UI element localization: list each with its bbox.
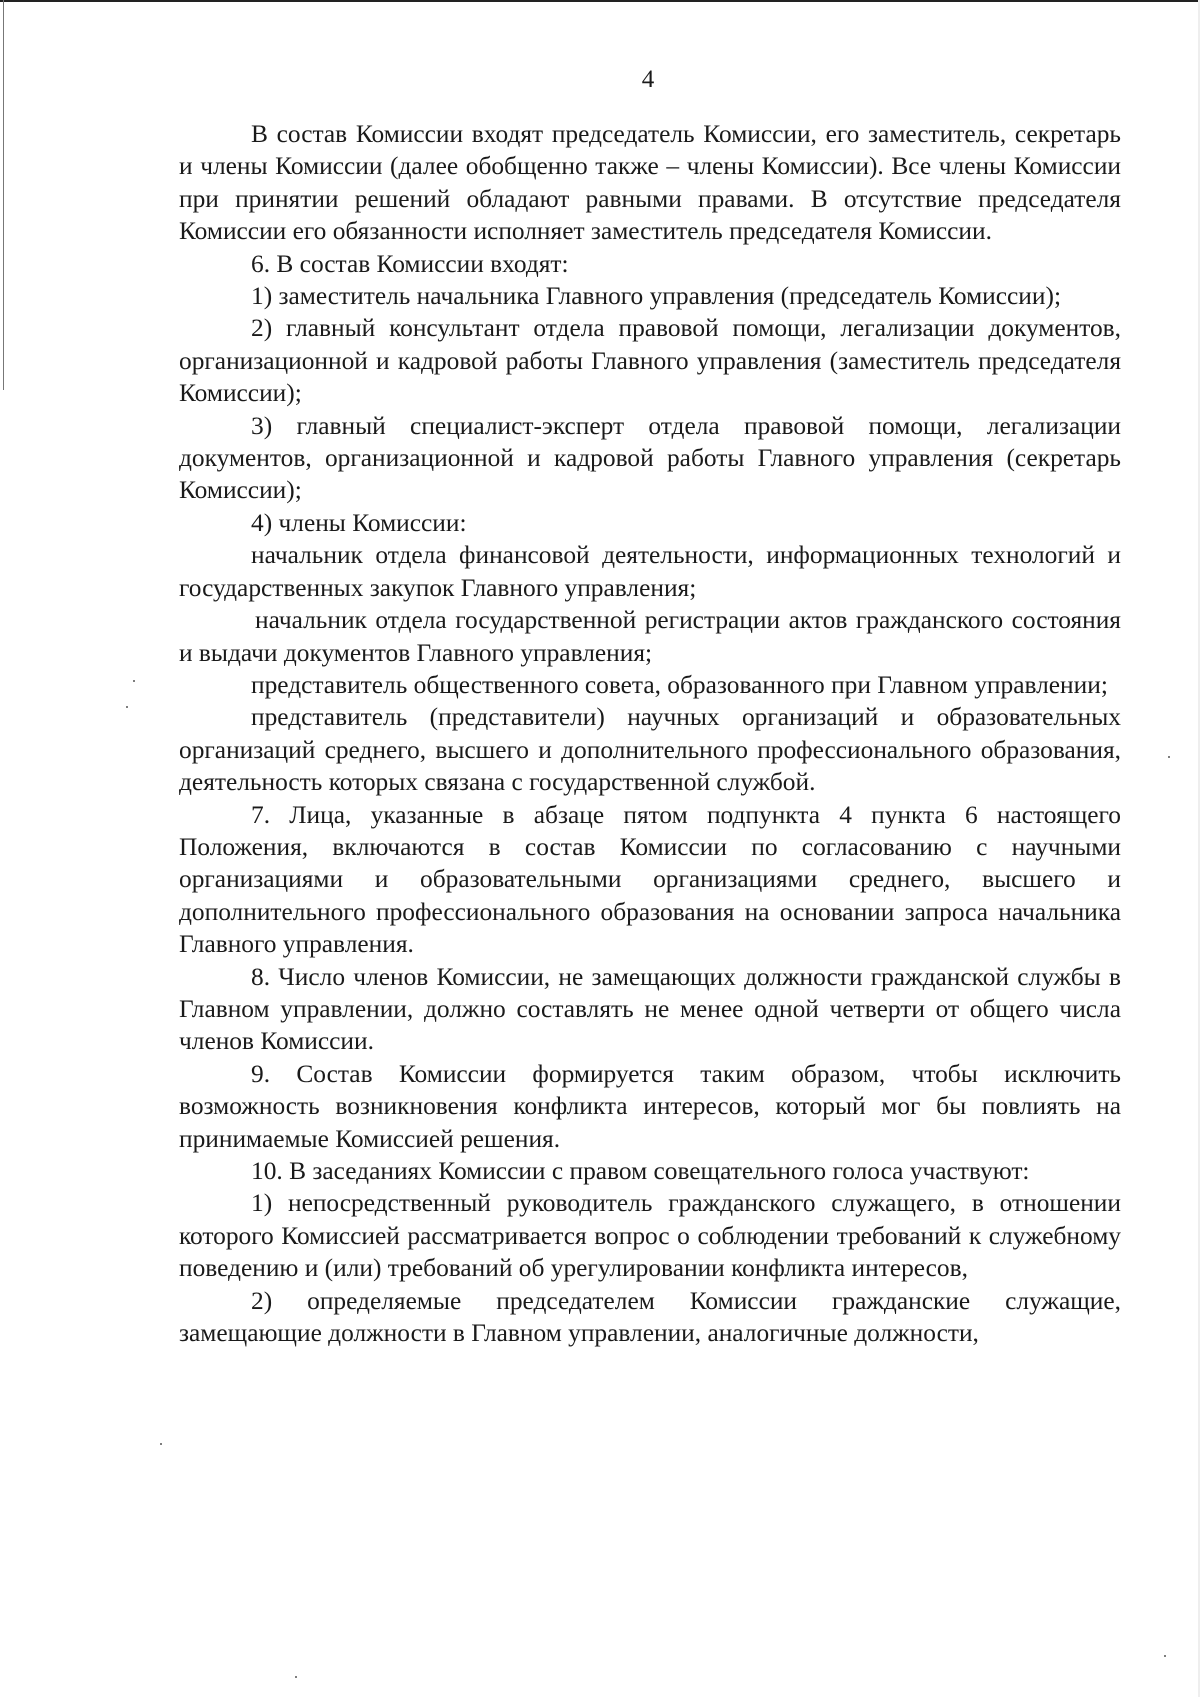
list-item-6-2: 2) главный консультант отдела правовой помощи, легализации документов, организационной и кадровой работы Главного управления (заместитель председателя Комиссии); [179, 314, 1121, 408]
member-science-representative: представитель (представители) научных организаций и образовательных организаций среднего, высшего и дополнительного профессионального образования, деятельность которых связана с государственной службой. [179, 703, 1121, 797]
list-item-6-4: 4) члены Комиссии: [251, 508, 467, 537]
member-public-council: представитель общественного совета, образованного при Главном управлении; [251, 670, 1108, 699]
list-item-6-3: 3) главный специалист-эксперт отдела правовой помощи, легализации документов, организационной и кадровой работы Главного управления (секретарь Комиссии); [179, 411, 1121, 505]
paragraph-6-heading: 6. В состав Комиссии входят: [251, 249, 569, 278]
member-registry-head: начальник отдела государственной регистрации актов гражданского состояния и выдачи документов Главного управления; [179, 606, 1121, 667]
scan-edge-top [0, 0, 1200, 2]
paragraph-9: 9. Состав Комиссии формируется таким образом, чтобы исключить возможность возникновения конфликта интересов, который мог бы повлиять на принимаемые Комиссией решения. [179, 1059, 1121, 1153]
paragraph-commission-composition: В состав Комиссии входят председатель Комиссии, его заместитель, секретарь и члены Комиссии (далее обобщенно также – члены Комиссии). Все члены Комиссии при принятии решений обладают равными правами. В отсутствие председателя Комиссии его обязанности исполняет заместитель председателя Комиссии. [179, 120, 1121, 246]
scan-speck [1164, 1655, 1166, 1657]
list-item-10-1: 1) непосредственный руководитель гражданского служащего, в отношении которого Комиссией рассматривается вопрос о соблюдении требований к служебному поведению и (или) требований об урегулировании конфликта интересов, [179, 1189, 1121, 1283]
paragraph-8: 8. Число членов Комиссии, не замещающих должности гражданской службы в Главном управлении, должно составлять не менее одной четверти от общего числа членов Комиссии. [179, 962, 1121, 1056]
scan-edge-left [3, 0, 4, 390]
list-item-6-1: 1) заместитель начальника Главного управления (председатель Комиссии); [251, 282, 1061, 311]
scan-speck [1168, 756, 1170, 758]
paragraph-10-heading: 10. В заседаниях Комиссии с правом совещательного голоса участвуют: [251, 1157, 1030, 1185]
scan-speck [295, 1676, 297, 1678]
paragraph-7: 7. Лица, указанные в абзаце пятом подпункта 4 пункта 6 настоящего Положения, включаются в состав Комиссии по согласованию с научными организациями и образовательными организациями среднего, высшего и дополнительного профессионального образования на основании запроса начальника Главного управления. [179, 800, 1121, 959]
scan-speck [126, 706, 128, 708]
scan-speck [133, 680, 135, 682]
scan-speck [160, 1443, 162, 1445]
page-number: 4 [641, 66, 655, 93]
member-finance-head: начальник отдела финансовой деятельности, информационных технологий и государственных закупок Главного управления; [179, 541, 1121, 602]
document-body [179, 118, 1121, 1349]
list-item-10-2: 2) определяемые председателем Комиссии гражданские служащие, замещающие должности в Главном управлении, аналогичные должности, [179, 1286, 1121, 1348]
